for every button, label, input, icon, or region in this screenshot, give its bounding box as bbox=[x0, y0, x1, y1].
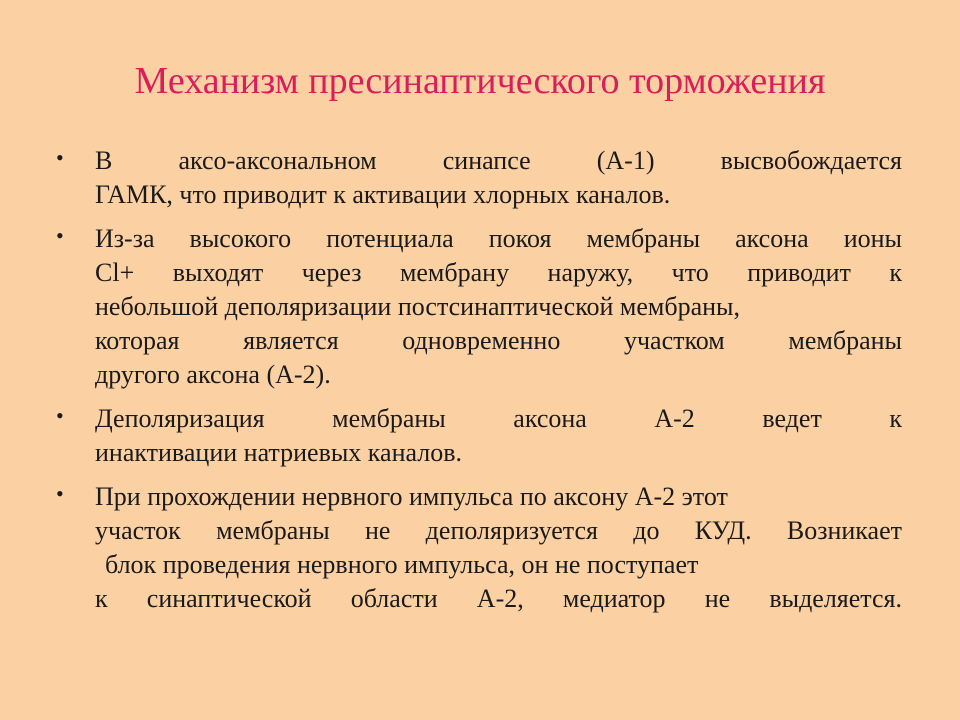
slide-title: Механизм пресинаптического торможения bbox=[134, 60, 826, 102]
text-line: При прохождении нервного импульса по аксону А-2 этот bbox=[95, 482, 728, 511]
text-line: участок мембраны не деполяризуется до КУД. Возникает bbox=[95, 516, 902, 545]
text-line: другого аксона (А-2). bbox=[95, 360, 331, 389]
bullet-text bbox=[95, 222, 902, 392]
text-line: к синаптической области А-2, медиатор не выделяется. bbox=[95, 584, 902, 613]
text-line: Деполяризация мембраны аксона А-2 ведет к bbox=[95, 404, 902, 433]
text-line: В аксо-аксональном синапсе (А-1) высвобождается bbox=[95, 146, 902, 175]
bullet-point-icon: • bbox=[56, 223, 64, 248]
bullet-point-icon: • bbox=[56, 403, 64, 428]
bullet-point-icon: • bbox=[56, 481, 64, 506]
bullet-item bbox=[56, 222, 902, 392]
text-line: Cl+ выходят через мембрану наружу, что приводит к bbox=[95, 258, 902, 287]
bullet-item bbox=[56, 480, 902, 616]
bullet-text bbox=[95, 144, 902, 212]
text-line: блок проведения нервного импульса, он не поступает bbox=[105, 550, 699, 579]
bullet-item bbox=[56, 144, 902, 212]
text-line: инактивации натриевых каналов. bbox=[95, 438, 463, 467]
bullet-text bbox=[95, 480, 902, 616]
bullet-text bbox=[95, 402, 902, 470]
text-line: Из-за высокого потенциала покоя мембраны аксона ионы bbox=[95, 224, 902, 253]
text-line: которая является одновременно участком мембраны bbox=[95, 326, 902, 355]
text-line: небольшой деполяризации постсинаптической мембраны, bbox=[95, 292, 741, 321]
bullet-point-icon: • bbox=[56, 145, 64, 170]
bullet-list bbox=[56, 144, 902, 626]
bullet-item bbox=[56, 402, 902, 470]
text-line: ГАМК, что приводит к активации хлорных каналов. bbox=[95, 180, 671, 209]
